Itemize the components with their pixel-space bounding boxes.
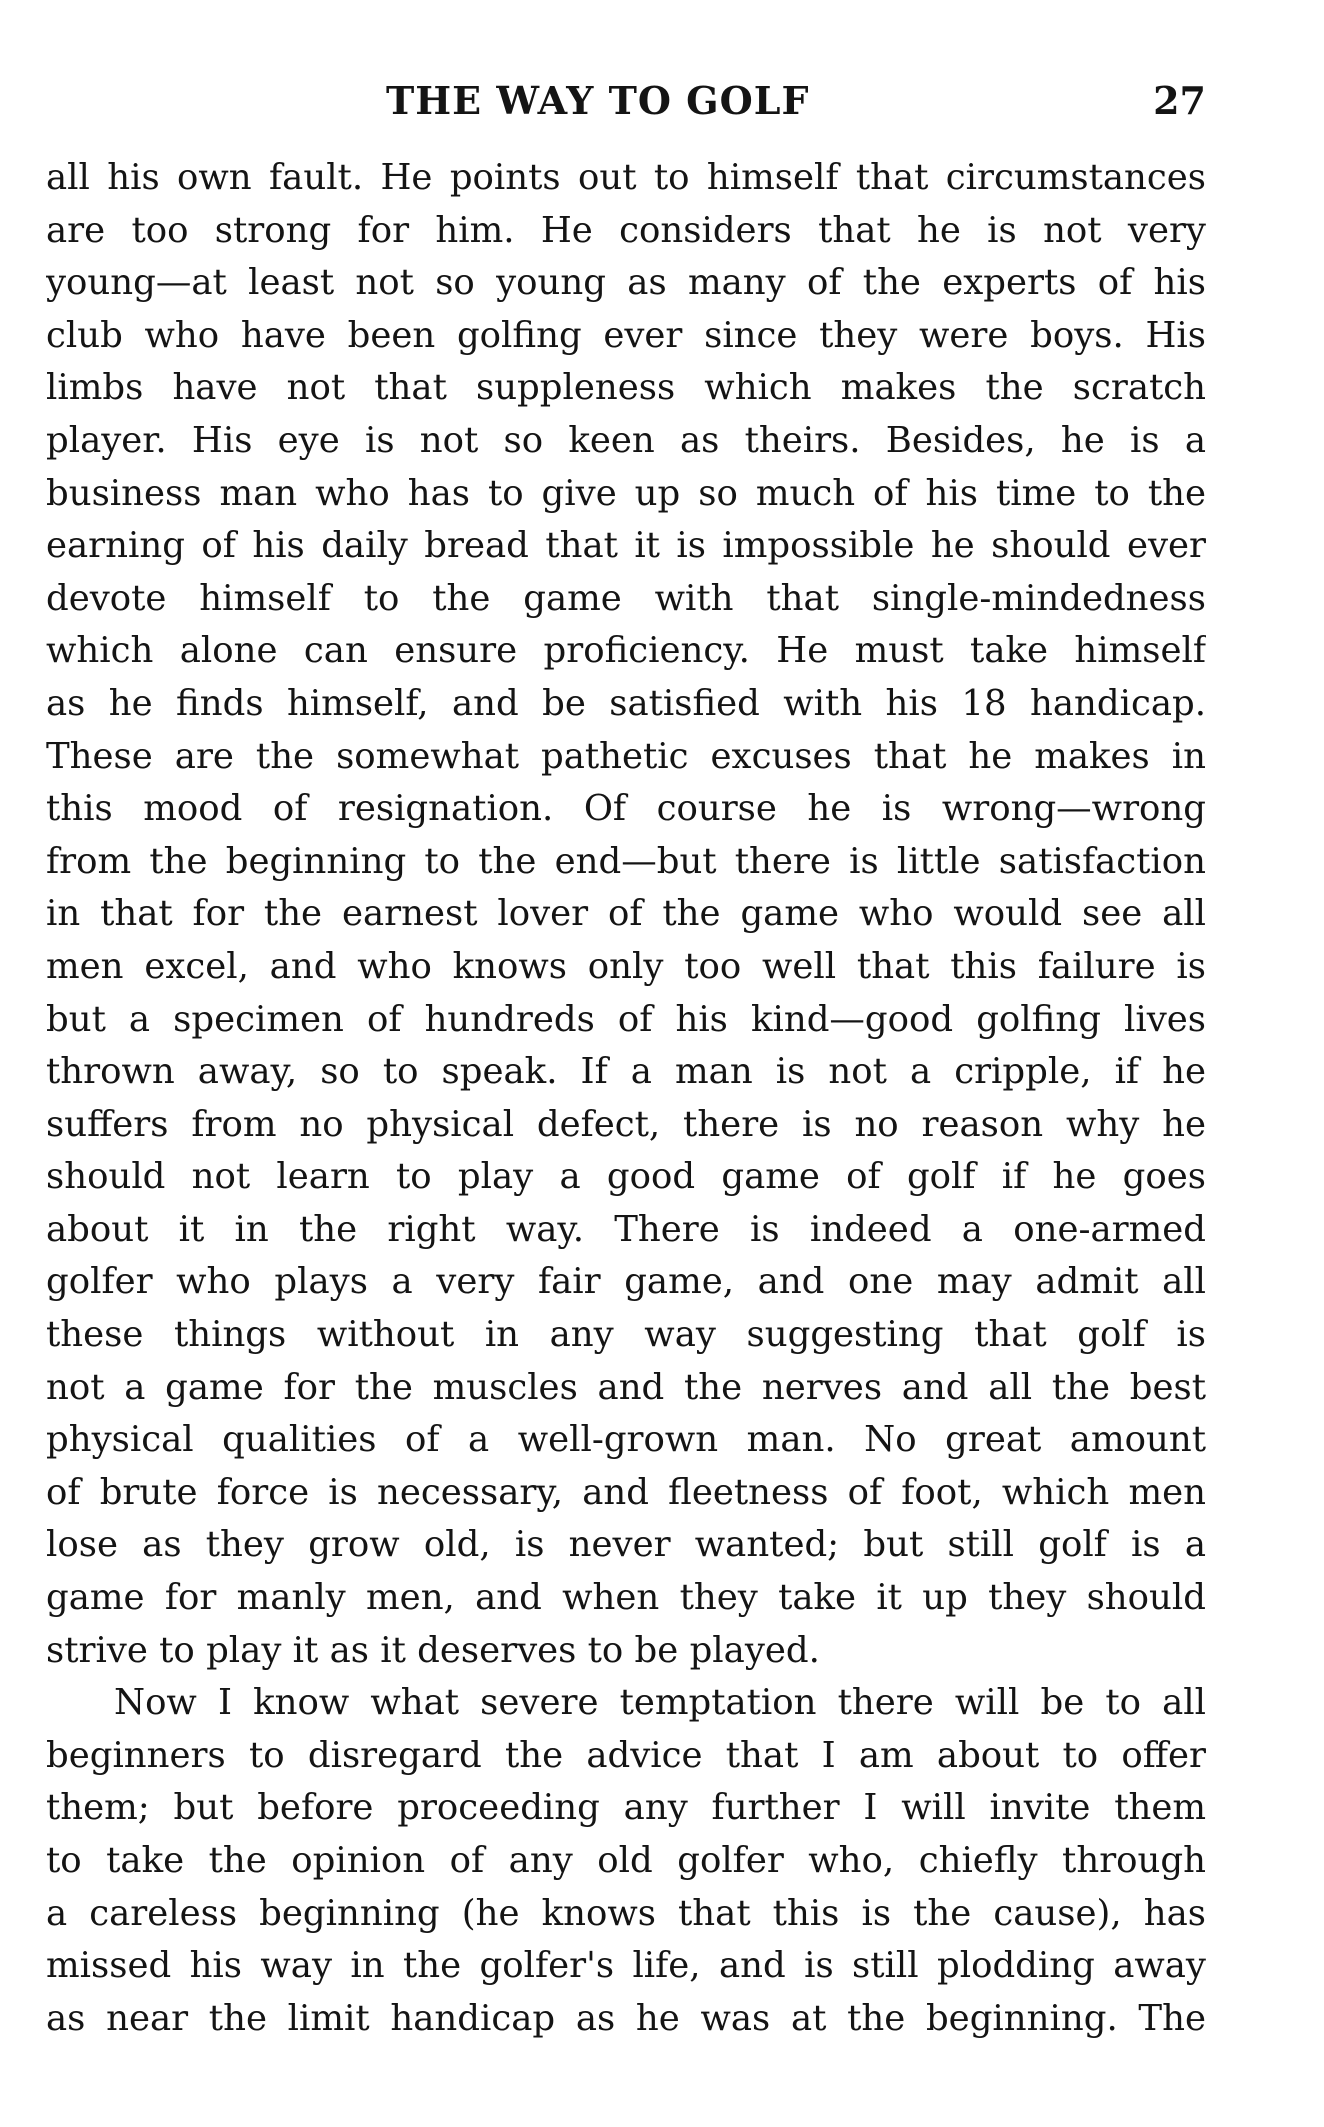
text-line: beginners to disregard the advice that I am about to offer	[46, 1734, 1206, 1776]
text-line: these things without in any way suggesting that golf is	[46, 1314, 1206, 1356]
body-text	[46, 152, 1206, 2045]
paragraph-1	[46, 152, 1206, 1677]
text-line: are too strong for him. He considers that he is not very	[46, 209, 1206, 251]
text-line: them; but before proceeding any further I will invite them	[46, 1787, 1206, 1829]
running-header	[46, 78, 1206, 128]
text-line: to take the opinion of any old golfer who, chiefly through	[46, 1840, 1206, 1881]
text-line: strive to play it as it deserves to be played.	[46, 1629, 820, 1671]
text-line: from the beginning to the end—but there is little satisfaction	[46, 840, 1206, 882]
page-number: 27	[1153, 78, 1206, 123]
text-line: devote himself to the game with that single-mindedness	[46, 577, 1206, 619]
running-title: THE WAY TO GOLF	[386, 78, 810, 123]
text-line: of brute force is necessary, and fleetness of foot, which men	[46, 1471, 1206, 1513]
text-line: should not learn to play a good game of golf if he goes	[46, 1156, 1206, 1198]
text-line: suffers from no physical defect, there is no reason why he	[46, 1103, 1206, 1145]
text-line: about it in the right way. There is indeed a one-armed	[46, 1208, 1206, 1250]
text-line: which alone can ensure proficiency. He must take himself	[46, 630, 1206, 672]
text-line: missed his way in the golfer's life, and is still plodding away	[46, 1945, 1206, 1987]
text-line: as he finds himself, and be satisfied with his 18 handicap.	[46, 682, 1206, 724]
text-line: this mood of resignation. Of course he is wrong—wrong	[46, 788, 1206, 830]
text-line: thrown away, so to speak. If a man is not a cripple, if he	[46, 1051, 1206, 1093]
text-line: earning of his daily bread that it is impossible he should ever	[46, 525, 1206, 567]
text-line: lose as they grow old, is never wanted; but still golf is a	[46, 1524, 1206, 1566]
text-line: not a game for the muscles and the nerves and all the best	[46, 1366, 1206, 1408]
text-line: player. His eye is not so keen as theirs. Besides, he is a	[46, 419, 1206, 461]
text-line: limbs have not that suppleness which makes the scratch	[46, 367, 1206, 409]
text-line: club who have been golfing ever since they were boys. His	[46, 314, 1206, 356]
text-line: business man who has to give up so much of his time to the	[46, 472, 1206, 514]
text-line: all his own fault. He points out to himself that circumstances	[46, 157, 1206, 198]
text-line: These are the somewhat pathetic excuses that he makes in	[46, 735, 1206, 777]
text-line: but a specimen of hundreds of his kind—good golfing lives	[46, 998, 1206, 1040]
text-line: young—at least not so young as many of the experts of his	[46, 262, 1206, 304]
text-line: Now I know what severe temptation there will be to all	[114, 1682, 1206, 1724]
text-line: a careless beginning (he knows that this is the cause), has	[46, 1892, 1206, 1934]
text-line: golfer who plays a very fair game, and one may admit all	[46, 1261, 1206, 1303]
paragraph-2	[46, 1677, 1206, 2045]
text-line: men excel, and who knows only too well that this failure is	[46, 945, 1206, 987]
text-line: in that for the earnest lover of the game who would see all	[46, 893, 1206, 935]
text-line: physical qualities of a well-grown man. No great amount	[46, 1419, 1206, 1461]
text-line: as near the limit handicap as he was at the beginning. The	[46, 1997, 1206, 2039]
text-line: game for manly men, and when they take it up they should	[46, 1577, 1206, 1619]
